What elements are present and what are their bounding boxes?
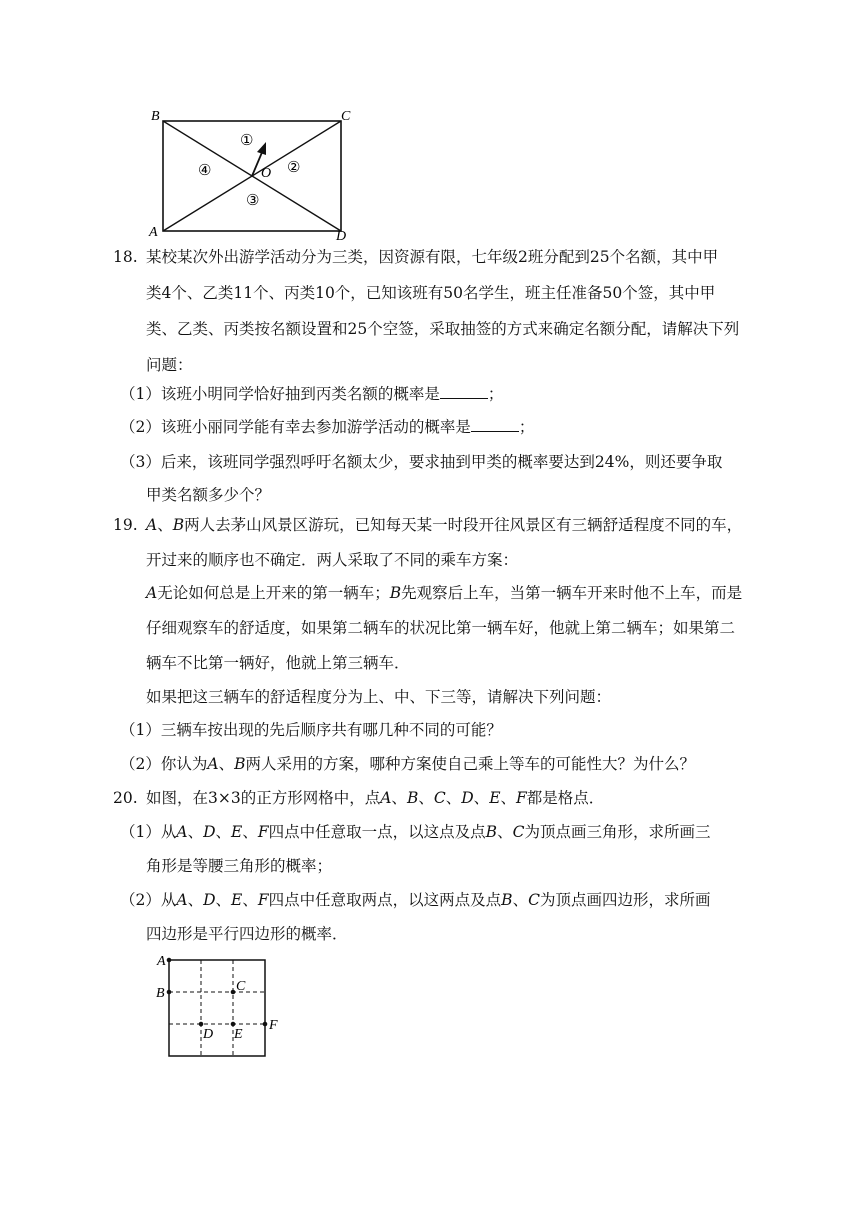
- var-a: A: [146, 516, 158, 534]
- q20-l1-pre: 如图，在3×3的正方形网格中，点: [146, 789, 381, 807]
- var-b: B: [172, 516, 185, 534]
- q19-line-3-mid: 无论如何总是上开来的第一辆车；: [157, 584, 390, 602]
- q20-s1-pre: （1）从: [120, 823, 177, 841]
- q18-sub2-end: ；: [518, 418, 535, 436]
- grid-figure: [150, 950, 290, 1062]
- var-a: A: [207, 755, 219, 773]
- q20-number: 20.: [113, 789, 138, 807]
- point-a: [167, 958, 172, 963]
- q19-line-2: 开过来的顺序也不确定．两人采取了不同的乘车方案：: [146, 551, 519, 569]
- q20-line-1: [146, 787, 604, 809]
- q18-sub-3: （3）后来，该班同学强烈呼吁名额太少，要求抽到甲类的概率要达到24%，则还要争取: [120, 453, 723, 471]
- q20-s1-post: 为顶点画三角形，求所画三: [524, 823, 711, 841]
- answer-blank-1[interactable]: [440, 384, 488, 399]
- point-d: [199, 1022, 204, 1027]
- rectangle-figure: [145, 100, 360, 240]
- var: D: [203, 823, 216, 841]
- q19-line-1-text: 两人去茅山风景区游玩，已知每天某一时段开往风景区有三辆舒适程度不同的车，: [184, 516, 743, 534]
- var: C: [433, 789, 446, 807]
- arrow-head-icon: [257, 142, 266, 155]
- q18-sub2-text: （2）该班小丽同学能有幸去参加游学活动的概率是: [120, 418, 471, 436]
- var-b: B: [234, 755, 246, 773]
- var: F: [516, 789, 527, 807]
- q18-line-4: 问题：: [146, 356, 193, 374]
- var: E: [231, 823, 243, 841]
- q20-s2-pre: （2）从: [120, 891, 177, 909]
- var: A: [176, 891, 188, 909]
- grid-label-f: F: [269, 1018, 278, 1033]
- q19-sub2-text: 两人采用的方案，哪种方案使自己乘上等车的可能性大？为什么？: [245, 755, 695, 773]
- point-b: [167, 990, 172, 995]
- var-b: B: [389, 584, 402, 602]
- region-2: ②: [287, 160, 301, 176]
- q19-line-5: 辆车不比第一辆好，他就上第三辆车．: [146, 654, 410, 672]
- var: E: [489, 789, 501, 807]
- grid-label-e: E: [234, 1027, 243, 1042]
- var: F: [257, 823, 269, 841]
- sep: 、: [418, 789, 434, 807]
- grid-label-a: A: [157, 954, 166, 969]
- q19-line-6: 如果把这三辆车的舒适程度分为上、中、下三等，请解决下列问题：: [146, 688, 612, 706]
- grid-label-d: D: [203, 1027, 214, 1042]
- q18-line-1: 某校某次外出游学活动分为三类，因资源有限，七年级2班分配到25个名额，其中甲: [146, 248, 719, 266]
- sep: 、: [187, 823, 204, 841]
- q20-sub-1: [120, 821, 710, 843]
- sep: 、: [445, 789, 462, 807]
- var: C: [512, 823, 525, 841]
- var: D: [461, 789, 474, 807]
- label-d: D: [336, 229, 347, 240]
- var: B: [485, 823, 498, 841]
- label-b: B: [151, 109, 160, 124]
- q20-sub-2-cont: 四边形是平行四边形的概率．: [146, 925, 348, 943]
- point-c: [231, 990, 236, 995]
- sep: 、: [512, 891, 529, 909]
- var: E: [231, 891, 243, 909]
- q18-line-3: 类、乙类、丙类按名额设置和25个空签，采取抽签的方式来确定名额分配，请解决下列: [146, 320, 740, 338]
- point-f: [263, 1022, 268, 1027]
- var-a: A: [146, 584, 158, 602]
- q18-sub-1: [120, 383, 503, 405]
- q19-sub2-pre: （2）你认为: [120, 755, 208, 773]
- q18-line-2: 类4个、乙类11个、丙类10个，已知该班有50名学生，班主任准备50个签，其中甲: [146, 284, 716, 302]
- region-4: ④: [198, 163, 212, 179]
- q20-s2-post: 为顶点画四边形，求所画: [539, 891, 711, 909]
- var: C: [528, 891, 540, 909]
- region-1: ①: [240, 133, 254, 149]
- q18-sub-2: [120, 416, 534, 438]
- var: A: [176, 823, 188, 841]
- sep: 、: [242, 891, 258, 909]
- q18-sub-3-cont: 甲类名额多少个？: [146, 486, 271, 504]
- q18-sub1-end: ；: [487, 385, 504, 403]
- q20-s2-mid: 四点中任意取两点，以这两点及点: [268, 891, 502, 909]
- q19-line-4: 仔细观察车的舒适度，如果第二辆车的状况比第一辆车好，他就上第二辆车；如果第二: [146, 619, 736, 637]
- q18-sub1-text: （1）该班小明同学恰好抽到丙类名额的概率是: [120, 385, 440, 403]
- sep: 、: [242, 823, 258, 841]
- q19-line-3-text: 先观察后上车，当第一辆车开来时他不上车，而是: [401, 584, 743, 602]
- sep: 、: [497, 823, 513, 841]
- q20-s1-mid: 四点中任意取一点，以这点及点: [268, 823, 486, 841]
- q19-sub-2: [120, 753, 695, 775]
- q19-line-1: [146, 514, 742, 536]
- answer-blank-2[interactable]: [471, 417, 519, 432]
- grid-outline: [169, 960, 265, 1056]
- var: A: [380, 789, 392, 807]
- grid-label-c: C: [236, 979, 246, 994]
- sep: 、: [218, 755, 235, 773]
- label-c: C: [341, 109, 351, 124]
- sep: 、: [473, 789, 490, 807]
- var: B: [406, 789, 419, 807]
- q19-number: 19.: [113, 516, 138, 534]
- sep: 、: [391, 789, 407, 807]
- q19-line-3: [146, 582, 742, 604]
- q20-sub-2: [120, 889, 710, 911]
- sep: 、: [187, 891, 204, 909]
- region-3: ③: [246, 193, 260, 209]
- sep: 、: [500, 789, 517, 807]
- var: B: [501, 891, 513, 909]
- sep: 、: [215, 891, 232, 909]
- sep: 、: [157, 516, 173, 534]
- q20-l1-post: 都是格点．: [526, 789, 605, 807]
- point-e: [231, 1022, 236, 1027]
- q19-sub-1: （1）三辆车按出现的先后顺序共有哪几种不同的可能？: [120, 721, 502, 739]
- label-o: O: [261, 166, 272, 181]
- sep: 、: [215, 823, 232, 841]
- var: F: [257, 891, 269, 909]
- grid-label-b: B: [156, 986, 165, 1001]
- label-a: A: [149, 225, 158, 240]
- var: D: [203, 891, 216, 909]
- q20-sub-1-cont: 角形是等腰三角形的概率；: [146, 857, 333, 875]
- q18-number: 18.: [113, 248, 138, 266]
